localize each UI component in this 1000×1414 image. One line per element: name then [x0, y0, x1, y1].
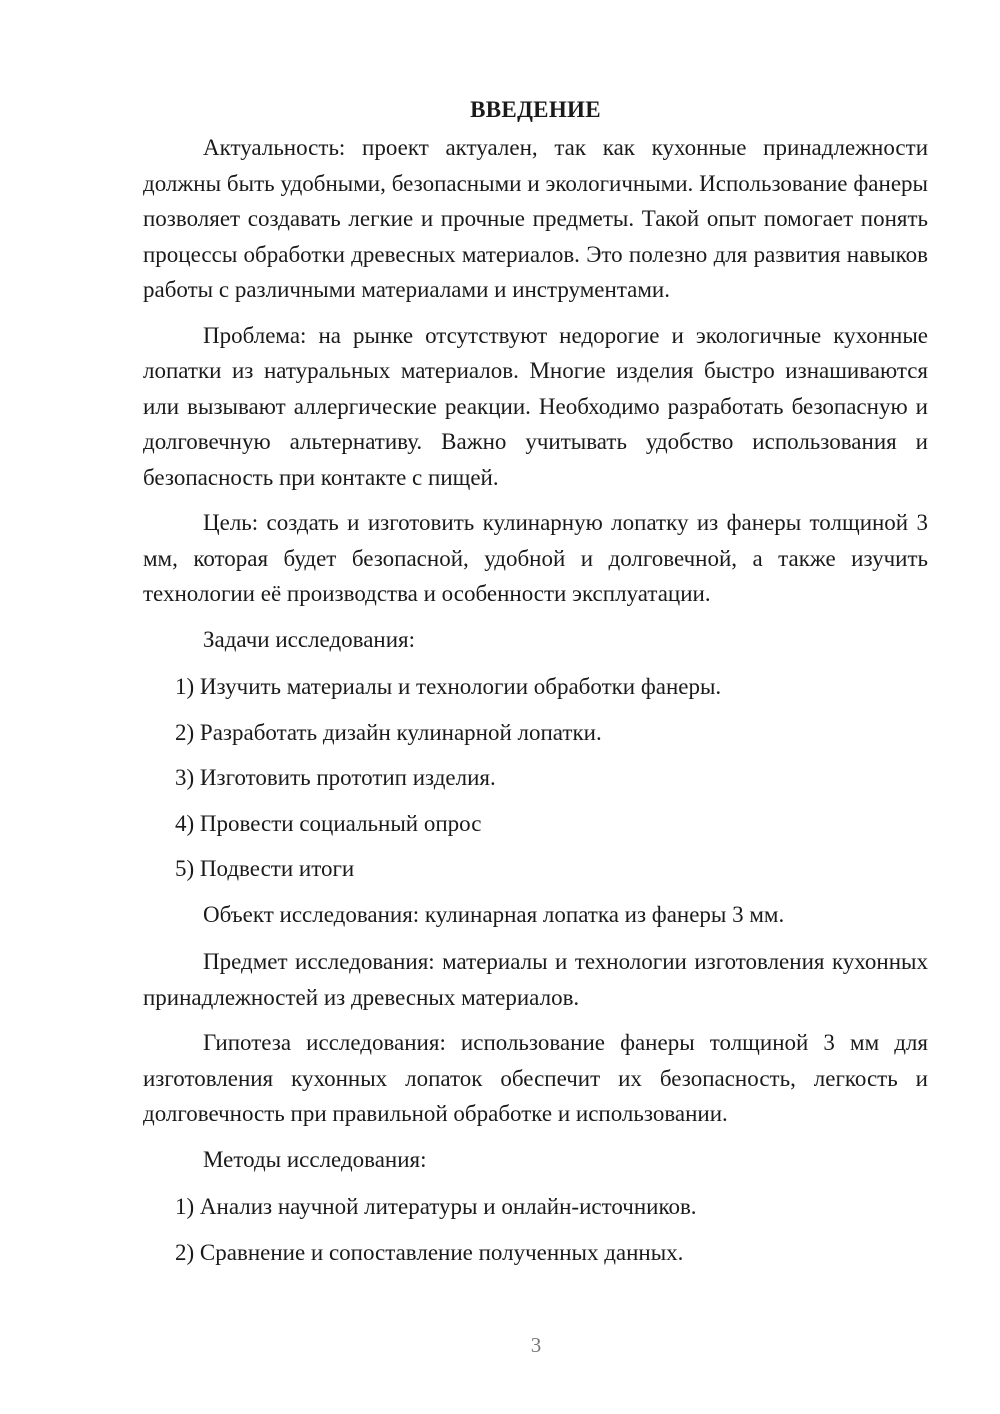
methods-heading: Методы исследования: [203, 1146, 427, 1172]
list-item: 1) Анализ научной литературы и онлайн-источников. [175, 1194, 697, 1219]
page-number: 3 [530, 1333, 542, 1357]
tasks-heading: Задачи исследования: [203, 626, 416, 652]
paragraph-relevance: Актуальность: проект актуален, так как кухонные принадлежности должны быть удобными, безопасными и экологичными. Использование фанеры позволяет создавать легкие и прочные предметы. Такой опыт помогает понять процессы обработки древесных материалов. Это полезно для развития навыков работы с различными материалами и инструментами. [143, 135, 928, 302]
list-item: 3) Изготовить прототип изделия. [175, 765, 496, 790]
paragraph-subject: Предмет исследования: материалы и технологии изготовления кухонных принадлежностей из древесных материалов. [143, 949, 928, 1010]
methods-list [143, 1189, 928, 1270]
paragraph-object: Объект исследования: кулинарная лопатка из фанеры 3 мм. [203, 901, 785, 927]
list-item: 2) Сравнение и сопоставление полученных данных. [175, 1239, 684, 1265]
document-page [143, 92, 928, 1280]
list-item: 4) Провести социальный опрос [175, 810, 482, 836]
list-item: 5) Подвести итоги [175, 856, 355, 881]
section-title: ВВЕДЕНИЕ [470, 97, 601, 122]
paragraph-problem: Проблема: на рынке отсутствуют недорогие и экологичные кухонные лопатки из натуральных материалов. Многие изделия быстро изнашиваются или вызывают аллергические реакции. Необходимо разработать безопасную и долговечную альтернативу. Важно учитывать удобство использования и безопасность при контакте с пищей. [143, 322, 928, 490]
paragraph-hypothesis: Гипотеза исследования: использование фанеры толщиной 3 мм для изготовления кухонных лопаток обеспечит их безопасность, легкость и долговечность при правильной обработке и использовании. [143, 1030, 928, 1126]
paragraph-goal: Цель: создать и изготовить кулинарную лопатку из фанеры толщиной 3 мм, которая будет безопасной, удобной и долговечной, а также изучить технологии её производства и особенности эксплуатации. [143, 510, 928, 606]
tasks-list [143, 669, 928, 887]
list-item: 1) Изучить материалы и технологии обработки фанеры. [175, 674, 722, 699]
list-item: 2) Разработать дизайн кулинарной лопатки. [175, 719, 602, 745]
